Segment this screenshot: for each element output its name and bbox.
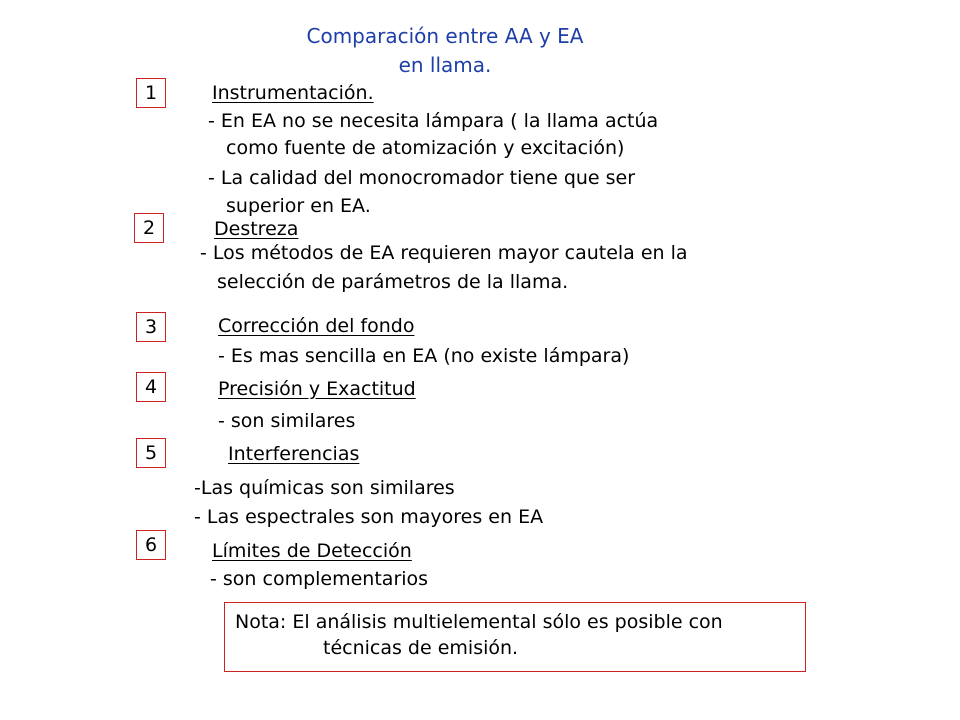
section-1-line-1: - En EA no se necesita lámpara ( la llama actúa [208,110,659,132]
section-heading-destreza: Destreza [214,218,299,240]
title-line-2: en llama. [398,53,492,77]
section-1-line-4: superior en EA. [226,195,371,217]
section-number-4: 4 [136,372,166,402]
section-number-1: 1 [136,78,166,108]
title-line-1: Comparación entre AA y EA [306,24,584,48]
note-box [224,602,806,672]
section-heading-correccion-fondo: Corrección del fondo [218,315,415,337]
section-number-5: 5 [136,438,166,468]
slide-title [230,22,660,80]
note-line-1: Nota: El análisis multielemental sólo es posible con [235,611,723,633]
section-5-line-2: - Las espectrales son mayores en EA [194,506,544,528]
section-number-3: 3 [136,312,166,342]
section-1-line-3: - La calidad del monocromador tiene que ser [208,167,636,189]
section-3-line-1: - Es mas sencilla en EA (no existe lámpara) [218,345,630,367]
section-number-6: 6 [136,530,166,560]
section-heading-interferencias: Interferencias [228,443,360,465]
section-heading-instrumentacion: Instrumentación. [212,82,374,104]
section-number-2: 2 [134,213,164,243]
section-2-line-1: - Los métodos de EA requieren mayor cautela en la [200,242,688,264]
section-5-line-1: -Las químicas son similares [194,477,455,499]
section-heading-precision-exactitud: Precisión y Exactitud [218,378,416,400]
note-line-2: técnicas de emisión. [323,637,519,659]
section-1-line-2: como fuente de atomización y excitación) [226,137,625,159]
section-6-line-1: - son complementarios [210,568,429,590]
section-heading-limites-deteccion: Límites de Detección [212,540,412,562]
section-2-line-2: selección de parámetros de la llama. [217,271,569,293]
section-4-line-1: - son similares [218,410,356,432]
